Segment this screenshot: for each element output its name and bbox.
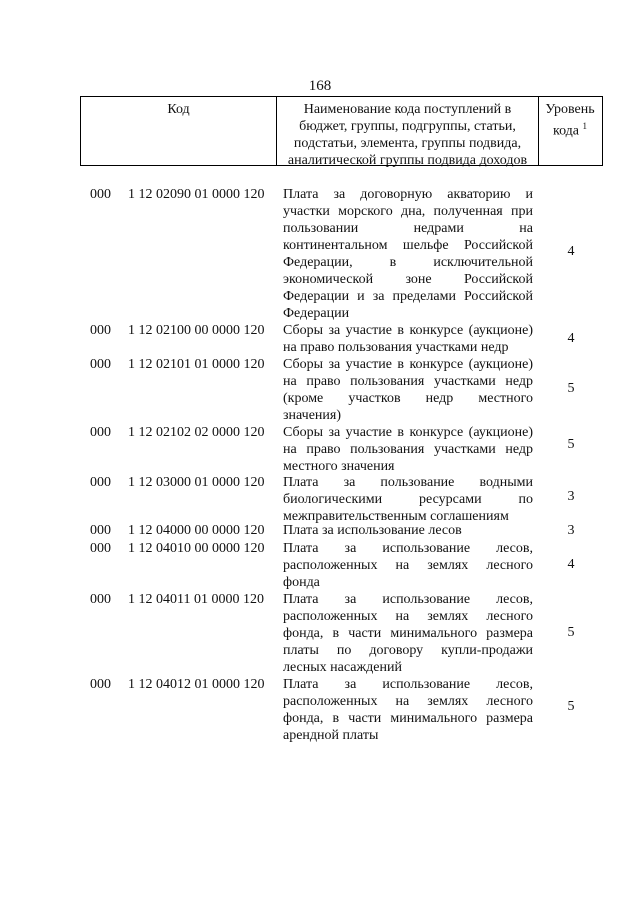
row-prefix: 000 — [90, 357, 111, 372]
row-description-line: местного значения — [283, 459, 395, 474]
row-level: 4 — [567, 331, 575, 346]
row-description-line: Федерации и за пределами Российской — [283, 289, 533, 304]
page-number: 168 — [308, 78, 332, 94]
row-description-line: межправительственным соглашениям — [283, 509, 509, 524]
row-description-line: Сборы за участие в конкурсе (аукционе) — [283, 357, 533, 372]
row-description-line: Сборы за участие в конкурсе (аукционе) — [283, 425, 533, 440]
row-prefix: 000 — [90, 523, 111, 538]
row-description — [283, 322, 533, 356]
row-description-line: Плата за использование лесов, — [283, 592, 533, 607]
row-prefix: 000 — [90, 475, 111, 490]
header-name-line: аналитической группы подвида доходов — [287, 153, 528, 168]
header-name-line: бюджет, группы, подгруппы, статьи, — [299, 119, 516, 134]
row-level: 3 — [567, 489, 575, 504]
row-prefix: 000 — [90, 425, 111, 440]
row-description-line: Сборы за участие в конкурсе (аукционе) — [283, 323, 533, 338]
footnote-marker: 1 — [582, 121, 588, 131]
row-prefix: 000 — [90, 187, 111, 202]
row-description-line: пользовании недрами на — [283, 221, 533, 236]
row-description-line: лесных насаждений — [283, 660, 402, 675]
row-level: 5 — [567, 625, 575, 640]
row-code: 1 12 03000 01 0000 120 — [128, 475, 265, 490]
row-description-line: значения) — [283, 408, 342, 423]
row-code: 1 12 04000 00 0000 120 — [128, 523, 265, 538]
row-code: 1 12 04012 01 0000 120 — [128, 677, 265, 692]
row-level: 3 — [567, 523, 575, 538]
row-level: 5 — [567, 437, 575, 452]
header-level — [539, 97, 601, 165]
row-description — [283, 676, 533, 744]
row-code: 1 12 02100 00 0000 120 — [128, 323, 265, 338]
row-description — [283, 186, 533, 322]
row-description-line: арендной платы — [283, 728, 379, 743]
row-description — [283, 522, 533, 539]
row-description-line: биологическими ресурсами по — [283, 492, 533, 507]
row-description-line: фонда — [283, 575, 320, 590]
row-prefix: 000 — [90, 323, 111, 338]
row-description-line: (кроме участков недр местного — [283, 391, 533, 406]
header-name-line: Наименование кода поступлений в — [303, 102, 512, 117]
row-description-line: Плата за использование лесов, — [283, 541, 533, 556]
row-description-line: платы по договору купли-продажи — [283, 643, 533, 658]
header-divider — [80, 165, 603, 166]
row-prefix: 000 — [90, 677, 111, 692]
row-description-line: континентальном шельфе Российской — [283, 238, 533, 253]
row-code: 1 12 02090 01 0000 120 — [128, 187, 265, 202]
row-description-line: расположенных на землях лесного — [283, 558, 533, 573]
row-description-line: фонда, в части минимального размера — [283, 711, 533, 726]
row-description-line: на право пользования участками недр — [283, 374, 533, 389]
header-level-word: кода — [552, 123, 580, 139]
row-description — [283, 356, 533, 424]
row-description-line: участки морского дна, полученная при — [283, 204, 533, 219]
row-description — [283, 591, 533, 676]
header-code: Код — [81, 97, 277, 165]
row-description-line: Федерации, в исключительной — [283, 255, 533, 270]
row-level: 5 — [567, 381, 575, 396]
header-level-line: Уровень — [545, 102, 595, 117]
row-description-line: расположенных на землях лесного — [283, 609, 533, 624]
row-level: 4 — [567, 244, 575, 259]
row-level: 5 — [567, 699, 575, 714]
header-name-line: подстатьи, элемента, группы подвида, — [293, 136, 522, 151]
row-description-line: фонда, в части минимального размера — [283, 626, 533, 641]
row-description-line: на право пользования участками недр — [283, 442, 533, 457]
row-description-line: экономической зоне Российской — [283, 272, 533, 287]
row-code: 1 12 04011 01 0000 120 — [128, 592, 264, 607]
row-prefix: 000 — [90, 592, 111, 607]
row-description-line: Плата за использование лесов, — [283, 677, 533, 692]
row-description-line: Федерации — [283, 306, 350, 321]
row-prefix: 000 — [90, 541, 111, 556]
row-description-line: на право пользования участками недр — [283, 340, 509, 355]
header-level-line — [539, 118, 601, 140]
row-code: 1 12 02102 02 0000 120 — [128, 425, 265, 440]
row-description-line: расположенных на землях лесного — [283, 694, 533, 709]
row-code: 1 12 02101 01 0000 120 — [128, 357, 265, 372]
row-level: 4 — [567, 557, 575, 572]
row-description-line: Плата за пользование водными — [283, 475, 533, 490]
row-description — [283, 474, 533, 525]
row-code: 1 12 04010 00 0000 120 — [128, 541, 265, 556]
table-header — [80, 96, 603, 166]
row-description — [283, 540, 533, 591]
row-description — [283, 424, 533, 475]
row-description-line: Плата за использование лесов — [283, 523, 462, 538]
header-name — [277, 97, 539, 168]
row-description-line: Плата за договорную акваторию и — [283, 187, 533, 202]
